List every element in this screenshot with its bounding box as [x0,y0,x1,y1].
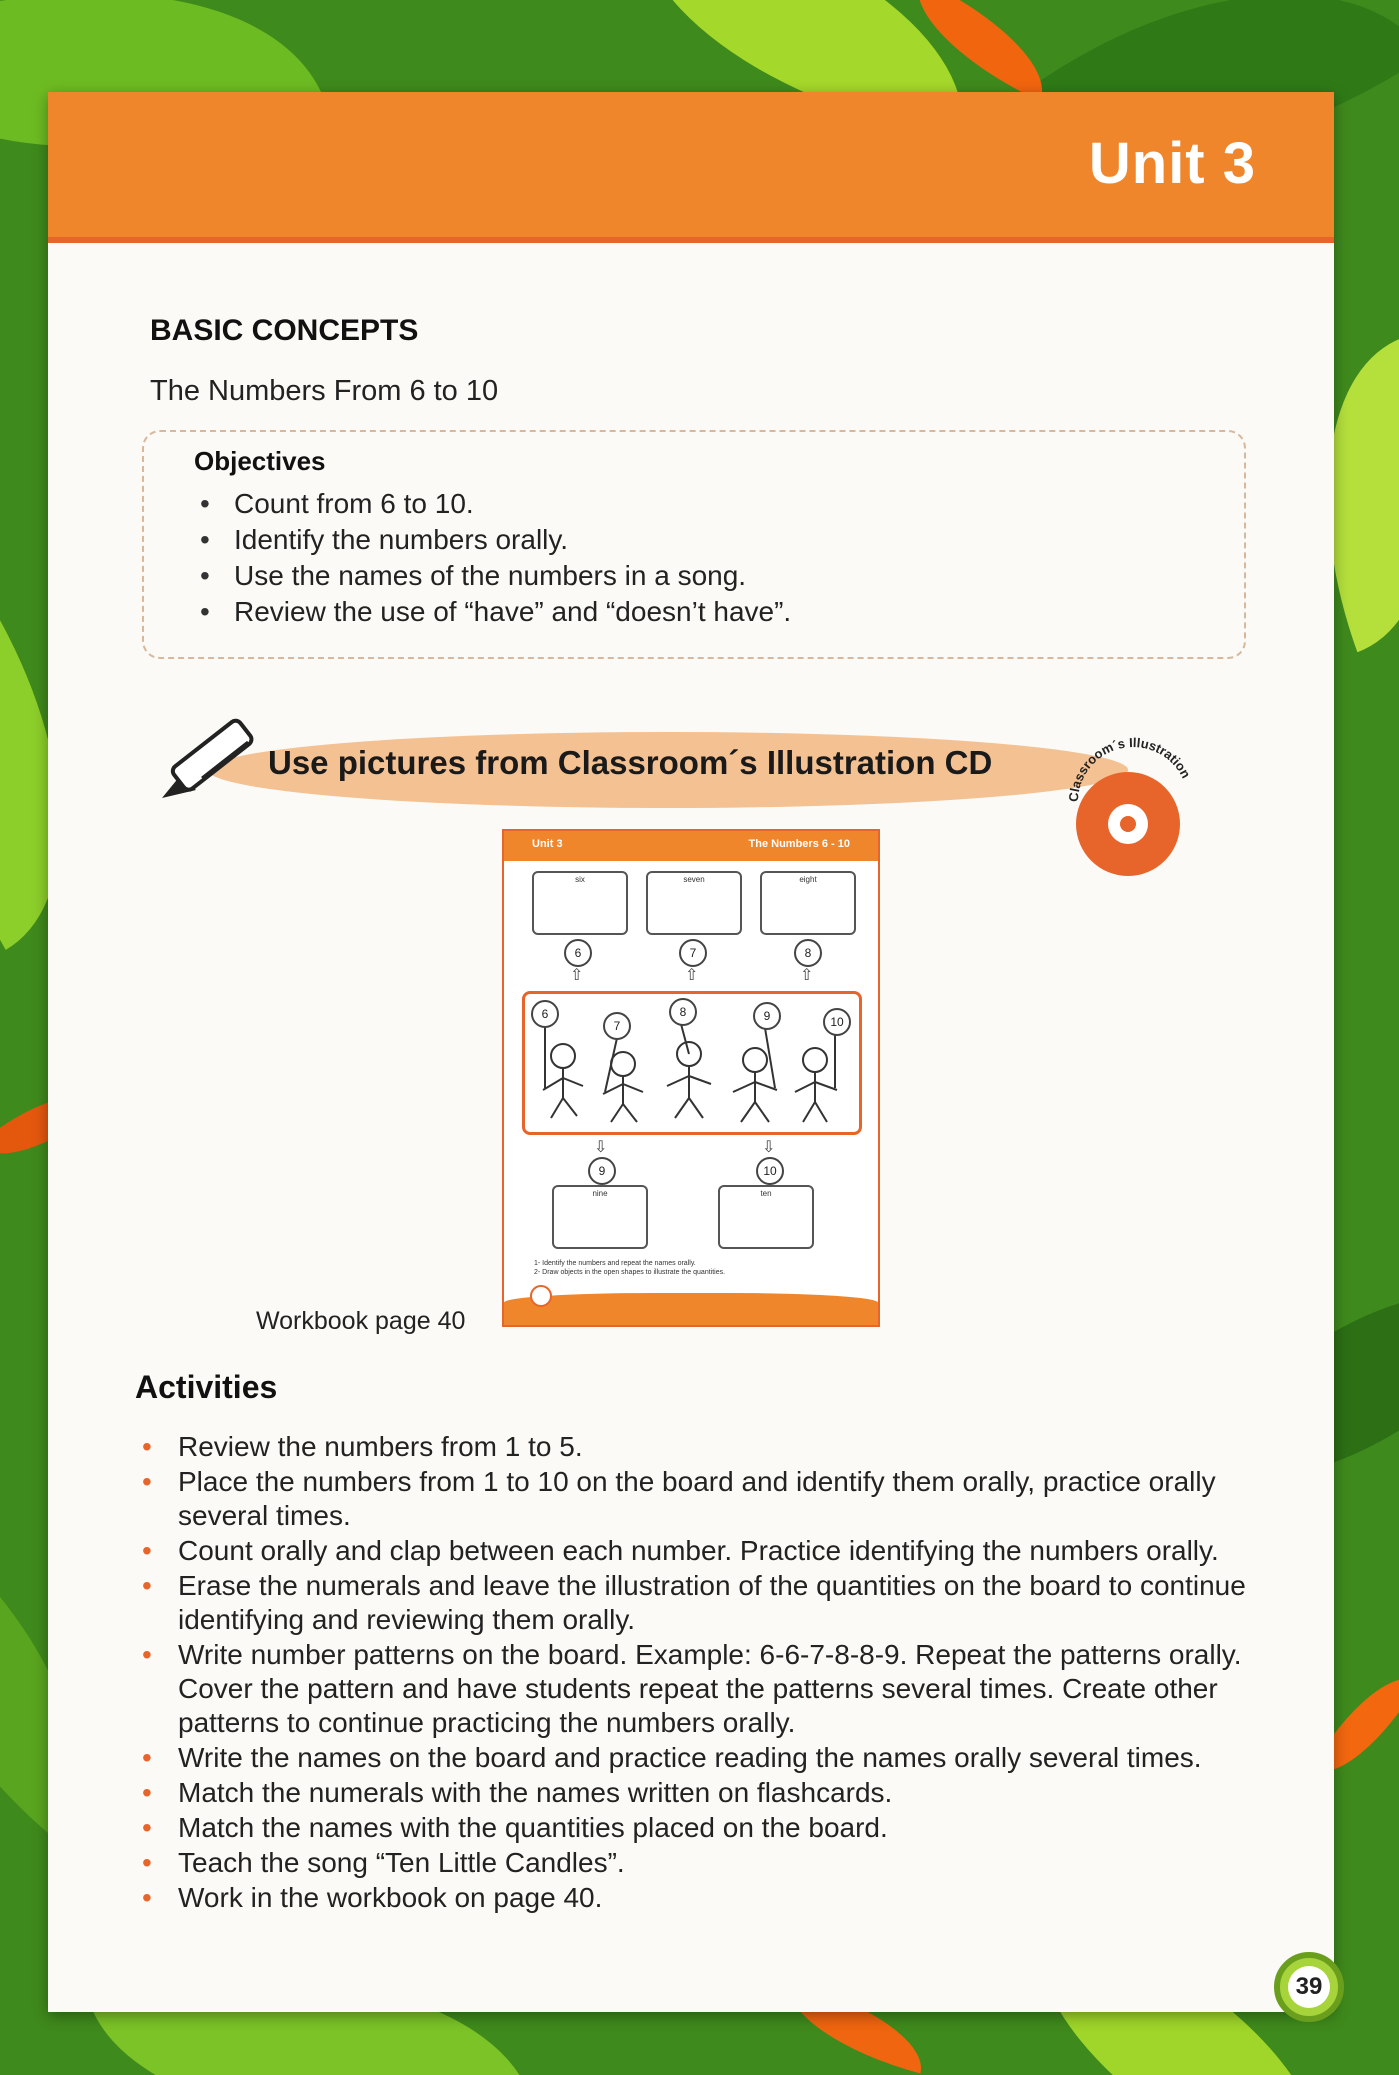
workbook-number-circle: 10 [756,1157,784,1185]
balloon-number: 8 [669,998,697,1026]
page-number-badge [1274,1952,1344,2022]
workbook-header [504,831,878,861]
objectives-list [198,486,791,630]
activity-item: • Review the numbers from 1 to 5. [138,1430,1268,1464]
workbook-box-label: nine [592,1189,608,1198]
workbook-box [646,871,742,935]
unit-header-band [48,92,1334,243]
workbook-box [760,871,856,935]
cd-banner-text: Use pictures from Classroom´s Illustration CD [268,744,993,781]
workbook-thumbnail [502,829,880,1327]
workbook-number-circle: 6 [564,939,592,967]
children-balloons-illustration [522,991,862,1135]
up-arrow-icon: ⇧ [570,967,584,984]
down-arrow-icon: ⇩ [594,1139,608,1156]
unit-title: Unit 3 [1088,131,1256,196]
activity-item: • Count orally and clap between each number. Practice identifying the numbers orally. [138,1534,1268,1568]
workbook-instruction: 1- Identify the numbers and repeat the names orally. [534,1260,696,1267]
activity-item: • Erase the numerals and leave the illustration of the quantities on the board to continue identifying and reviewing them orally. [138,1569,1268,1637]
activity-item: • Write the names on the board and practice reading the names orally several times. [138,1741,1268,1775]
workbook-instruction: 2- Draw objects in the open shapes to illustrate the quantities. [534,1269,726,1276]
objective-item: • Count from 6 to 10. [198,486,791,522]
workbook-box-label: eight [799,875,817,884]
activities-heading: Activities [135,1369,278,1405]
workbook-instructions [534,1259,725,1277]
workbook-box [532,871,628,935]
balloon-number: 10 [823,1008,851,1036]
workbook-box-label: six [575,875,585,884]
up-arrow-icon: ⇧ [800,967,814,984]
basic-concepts-subtitle: The Numbers From 6 to 10 [150,375,499,407]
basic-concepts-heading: BASIC CONCEPTS [150,314,419,347]
cd-small-icon [530,1285,552,1307]
balloon-number: 6 [531,1000,559,1028]
workbook-number-circle: 7 [679,939,707,967]
activity-item: • Match the numerals with the names written on flashcards. [138,1776,1268,1810]
workbook-number-circle: 9 [588,1157,616,1185]
activity-item: • Work in the workbook on page 40. [138,1881,1268,1915]
workbook-header-unit: Unit 3 [532,838,563,850]
workbook-box [552,1185,648,1249]
cd-disc-icon [1058,732,1208,882]
activity-item: • Place the numbers from 1 to 10 on the board and identify them orally, practice orally several times. [138,1465,1268,1533]
workbook-box [718,1185,814,1249]
objectives-title: Objectives [194,446,326,476]
workbook-number-circle: 8 [794,939,822,967]
objectives-box [142,430,1246,659]
workbook-header-title: The Numbers 6 - 10 [748,838,850,850]
activity-item: • Match the names with the quantities placed on the board. [138,1811,1268,1845]
objective-item: • Use the names of the numbers in a song. [198,558,791,594]
cd-disc-label: Classroom´s Illustration [1065,734,1194,803]
activities-list [138,1430,1268,1916]
book-page [48,92,1334,2012]
balloon-number: 9 [753,1002,781,1030]
down-arrow-icon: ⇩ [762,1139,776,1156]
workbook-caption: Workbook page 40 [256,1307,466,1335]
objective-item: • Identify the numbers orally. [198,522,791,558]
activity-item: • Teach the song “Ten Little Candles”. [138,1846,1268,1880]
activity-item: • Write number patterns on the board. Example: 6-6-7-8-8-9. Repeat the patterns orally. Cover the pattern and have students repeat the patterns several times. Create other patterns to continue practicing the numbers orally. [138,1638,1268,1740]
up-arrow-icon: ⇧ [685,967,699,984]
workbook-box-label: seven [683,875,705,884]
page-number: 39 [1288,1966,1330,2008]
crayon-icon [152,718,272,808]
workbook-footer [504,1293,878,1325]
objective-item: • Review the use of “have” and “doesn’t have”. [198,594,791,630]
balloon-number: 7 [603,1012,631,1040]
workbook-box-label: ten [760,1189,772,1198]
